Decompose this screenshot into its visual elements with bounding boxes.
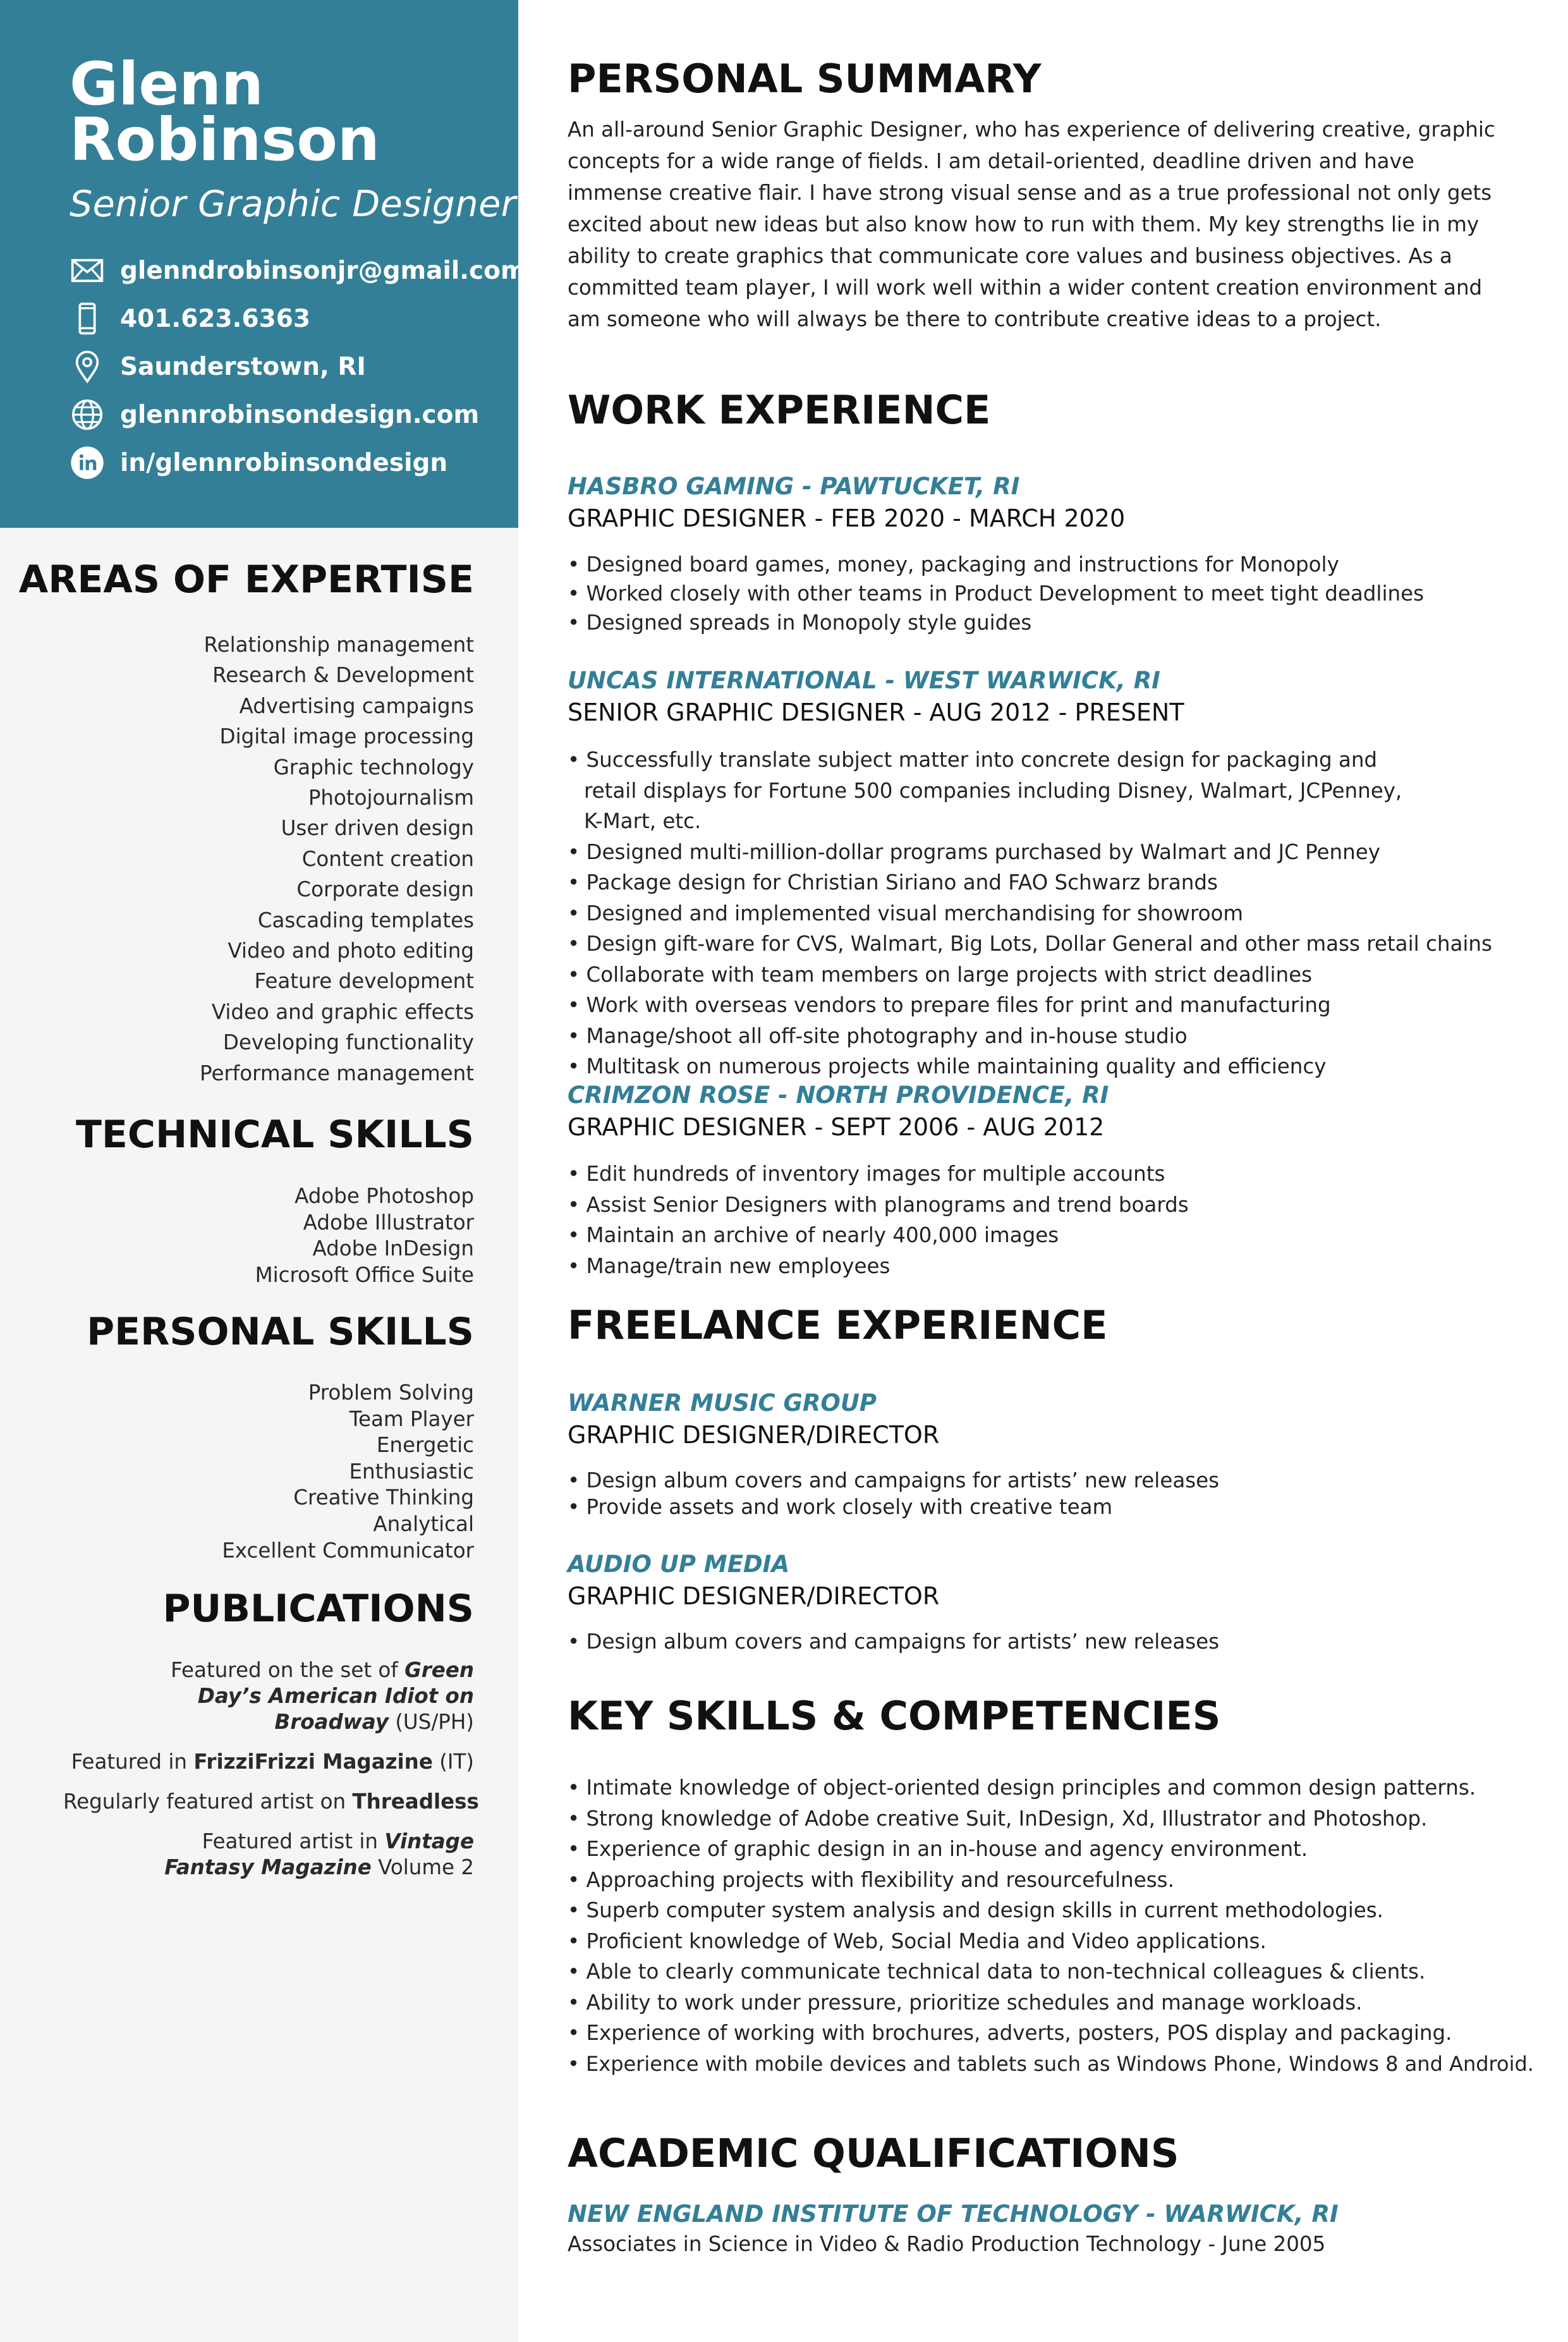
publication-title: FrizziFrizzi Magazine [193,1750,433,1774]
contact-location [68,343,526,391]
job-bullet: • Successfully translate subject matter into concrete design for packaging and retail displays for Fortune 500 companies including Disney, Walmart, JCPenney, K-Mart, etc. [568,745,1414,837]
skill-bullet: • Proficient knowledge of Web, Social Media and Video applications. [568,1926,1528,1957]
personal-heading: PERSONAL SKILLS [87,1310,474,1354]
job-bullet: • Manage/train new employees [568,1251,1528,1282]
expertise-item: Cascading templates [257,908,474,932]
job-bullet: • Designed multi-million-dollar programs purchased by Walmart and JC Penney [568,837,1414,868]
profile-header [0,0,526,528]
skill-bullet: • Experience of working with brochures, adverts, posters, POS display and packaging. [568,2018,1528,2049]
skills-heading: KEY SKILLS & COMPETENCIES [568,1693,1221,1739]
location-text: Saunderstown, RI [120,352,366,381]
person-name [70,50,499,174]
education-detail: Associates in Science in Video & Radio Production Technology - June 2005 [568,2232,1326,2256]
job-company: CRIMZON ROSE - NORTH PROVIDENCE, RI [568,1082,1109,1109]
job-title: GRAPHIC DESIGNER/DIRECTOR [568,1582,940,1610]
skills-bullets [568,1772,1534,2079]
personal-item: Team Player [349,1406,474,1431]
personal-list [63,1380,474,1564]
expertise-list [63,630,474,1089]
skill-bullet: • Ability to work under pressure, prioritize schedules and manage workloads. [568,1987,1528,2018]
publication-item [63,1749,474,1775]
email-text: glenndrobinsonjr@gmail.com [120,256,526,285]
expertise-item: User driven design [281,816,474,841]
skill-bullet: • Experience with mobile devices and tablets such as Windows Phone, Windows 8 and Android. [568,2049,1528,2080]
job-bullet: • Manage/shoot all off-site photography and in-house studio [568,1021,1414,1052]
job-bullet: • Assist Senior Designers with planograms and trend boards [568,1190,1528,1221]
publication-suffix: Volume 2 [371,1855,474,1879]
job-bullet: • Designed and implemented visual merchandising for showroom [568,898,1414,929]
job-title: GRAPHIC DESIGNER/DIRECTOR [568,1421,940,1449]
job-bullet: • Package design for Christian Siriano and FAO Schwarz brands [568,867,1414,898]
publication-prefix: Featured artist in [202,1829,385,1853]
job-role: Senior Graphic Designer [70,183,516,225]
skill-bullet: • Strong knowledge of Adobe creative Suit, InDesign, Xd, Illustrator and Photoshop. [568,1803,1528,1834]
first-name: Glenn [70,50,264,119]
summary-heading: PERSONAL SUMMARY [568,56,1042,102]
expertise-item: Digital image processing [219,724,474,749]
job-bullet: • Designed board games, money, packaging and instructions for Monopoly [568,550,1528,579]
last-name: Robinson [70,106,380,174]
publication-prefix: Featured on the set of [171,1658,405,1682]
personal-item: Analytical [373,1511,474,1536]
technical-item: Adobe Photoshop [295,1184,474,1208]
website-text: glennrobinsondesign.com [120,400,480,429]
job-bullets [568,1628,1528,1655]
job-bullet: • Maintain an archive of nearly 400,000 images [568,1220,1528,1251]
expertise-item: Research & Development [212,663,474,688]
publication-item [63,1829,474,1881]
job-bullets [568,745,1492,1082]
job-bullet: • Design gift-ware for CVS, Walmart, Big Lots, Dollar General and other mass retail chains [568,929,1414,960]
expertise-item: Performance management [200,1061,474,1085]
publication-title: Green Day’s American Idiot on Broadway [197,1658,474,1734]
phone-icon [68,300,106,338]
contact-website[interactable] [68,391,526,439]
technical-item: Adobe InDesign [312,1236,474,1261]
job-company: HASBRO GAMING - PAWTUCKET, RI [568,473,1020,500]
globe-icon [68,396,106,434]
job-bullet: • Design album covers and campaigns for artists’ new releases [568,1628,1528,1655]
publications-list [63,1657,479,1894]
job-bullets [568,1159,1528,1281]
expertise-item: Developing functionality [222,1030,474,1055]
skill-bullet: • Intimate knowledge of object-oriented design principles and common design patterns. [568,1772,1528,1803]
technical-item: Adobe Illustrator [303,1210,474,1235]
sidebar [0,0,526,2342]
job-company: AUDIO UP MEDIA [568,1551,790,1578]
personal-item: Excellent Communicator [222,1538,474,1563]
job-bullet: • Collaborate with team members on large projects with strict deadlines [568,960,1414,991]
location-pin-icon [68,348,106,386]
job-title: SENIOR GRAPHIC DESIGNER - AUG 2012 - PRESENT [568,698,1184,726]
personal-item: Problem Solving [308,1381,474,1405]
personal-item: Energetic [376,1433,474,1458]
expertise-item: Advertising campaigns [239,693,474,718]
job-title: GRAPHIC DESIGNER - FEB 2020 - MARCH 2020 [568,504,1126,532]
job-bullets [568,1467,1528,1520]
contact-phone[interactable] [68,295,526,343]
job-bullet: • Worked closely with other teams in Product Development to meet tight deadlines [568,579,1528,608]
skill-bullet: • Approaching projects with flexibility and resourcefulness. [568,1865,1528,1896]
phone-text: 401.623.6363 [120,304,310,333]
contact-email[interactable] [68,247,526,295]
job-company: WARNER MUSIC GROUP [568,1389,877,1417]
publication-prefix: Featured in [71,1750,194,1774]
linkedin-text: in/glennrobinsondesign [120,448,448,477]
job-company: UNCAS INTERNATIONAL - WEST WARWICK, RI [568,667,1160,694]
publications-heading: PUBLICATIONS [162,1587,474,1631]
publication-prefix: Regularly featured artist on [63,1790,353,1814]
technical-list [63,1183,474,1288]
job-bullet: • Multitask on numerous projects while maintaining quality and efficiency [568,1051,1414,1082]
skill-bullet: • Experience of graphic design in an in-house and agency environment. [568,1834,1528,1865]
technical-item: Microsoft Office Suite [255,1262,474,1287]
expertise-item: Video and graphic effects [211,999,474,1024]
job-bullet: • Edit hundreds of inventory images for multiple accounts [568,1159,1528,1190]
job-bullet: • Work with overseas vendors to prepare files for print and manufacturing [568,990,1414,1021]
education-heading: ACADEMIC QUALIFICATIONS [568,2130,1179,2176]
work-heading: WORK EXPERIENCE [568,387,991,433]
job-bullets [568,550,1528,637]
job-bullet: • Design album covers and campaigns for artists’ new releases [568,1467,1528,1494]
expertise-heading: AREAS OF EXPERTISE [18,558,474,602]
job-title: GRAPHIC DESIGNER - SEPT 2006 - AUG 2012 [568,1113,1105,1141]
expertise-item: Content creation [301,846,474,871]
publication-item [63,1657,474,1735]
technical-heading: TECHNICAL SKILLS [76,1113,474,1157]
expertise-item: Feature development [254,969,474,994]
contact-list [68,247,526,487]
expertise-item: Relationship management [204,633,474,657]
job-bullet: • Designed spreads in Monopoly style guides [568,608,1528,637]
publication-suffix: (US/PH) [388,1710,474,1734]
job-bullet: • Provide assets and work closely with creative team [568,1494,1528,1520]
publication-item [63,1789,479,1815]
contact-linkedin[interactable] [68,439,526,487]
education-school: NEW ENGLAND INSTITUTE OF TECHNOLOGY - WARWICK, RI [568,2200,1339,2228]
expertise-item: Video and photo editing [228,939,474,963]
summary-text: An all-around Senior Graphic Designer, who has experience of delivering creative, graphic concepts for a wide range of fields. I am detail-oriented, deadline driven and have immense creative flair. I have strong visual sense and as a true professional not only gets excited about new ideas but also know how to run with them. My key strengths lie in my ability to create graphics that communicate core values and business objectives. As a committed team player, I will work well within a wider content creation environment and am someone who will always be there to contribute creative ideas to a project. [568,118,1495,331]
publication-suffix: (IT) [432,1750,474,1774]
personal-item: Creative Thinking [293,1485,474,1510]
linkedin-icon [68,444,106,482]
skill-bullet: • Able to clearly communicate technical data to non-technical colleagues & clients. [568,1956,1528,1987]
skill-bullet: • Superb computer system analysis and design skills in current methodologies. [568,1895,1528,1926]
envelope-icon [68,252,106,290]
personal-item: Enthusiastic [349,1459,474,1484]
publication-title: Vintage Fantasy Magazine [164,1829,474,1879]
expertise-item: Photojournalism [308,786,474,810]
freelance-heading: FREELANCE EXPERIENCE [568,1302,1108,1348]
expertise-item: Graphic technology [273,755,474,779]
publication-title: Threadless [352,1790,479,1814]
expertise-item: Corporate design [296,877,474,902]
